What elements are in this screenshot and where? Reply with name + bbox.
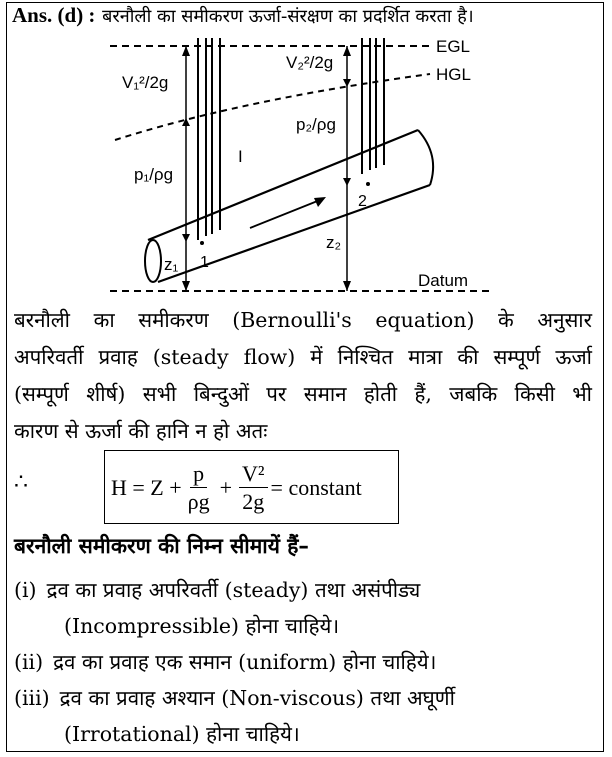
limitations-heading: बरनौली समीकरण की निम्न सीमायें हैं– [14,534,309,558]
bernoulli-equation [111,457,362,519]
paragraph-line: (सम्पूर्ण शीर्ष) सभी बिन्दुओं पर समान होती हैं, जबकि किसी भी [14,382,592,406]
z1-label: z₁ [164,255,179,274]
dim2-arrow-hgl [343,79,351,87]
therefore-symbol: ∴ [14,470,28,495]
p2-head-label: p₂/ρg [296,115,336,134]
limitations-list [14,572,592,752]
paragraph-line: अपरिवर्ती प्रवाह (steady flow) में निश्चित मात्रा की सम्पूर्ण ऊर्जा [14,345,592,369]
pipe-inlet [145,240,161,282]
item-text-continued: (Irrotational) होना चाहिये। [64,722,300,746]
equation-lhs: H = Z + [111,475,182,500]
section-marker: I [238,147,243,166]
item-number: (i) [14,578,37,602]
item-number: (iii) [14,686,50,710]
answer-header [12,3,597,33]
explanation-paragraph [14,302,592,450]
v2-head-label: V₂²/2g [286,53,334,72]
fraction-numerator: p [190,461,207,488]
fraction-numerator: V² [239,461,267,488]
p1-head-label: p₁/ρg [134,165,174,184]
dim1-arrow-bottom [182,281,190,291]
point1-label: 1 [200,254,209,271]
hgl-label: HGL [436,65,471,84]
dim2-arrow-top [343,46,351,56]
dim2-arrow-bottom [343,281,351,291]
dim1-arrow-hgl [182,118,190,126]
list-item [14,644,592,680]
z2-label: z₂ [326,233,342,252]
pipe-body [148,130,430,282]
datum-label: Datum [418,271,469,290]
point2-label: 2 [358,193,367,210]
list-item [14,680,592,752]
pressure-head-fraction [185,461,213,516]
fraction-denominator: ρg [187,488,210,514]
item-text: द्रव का प्रवाह अपरिवर्ती (steady) तथा असंपीड्य [46,578,421,602]
equation-rhs: = constant [270,475,362,500]
dim1-arrow-top [182,46,190,56]
dim1-arrow-centre [182,234,190,242]
equation-box [104,450,399,524]
bernoulli-diagram [100,30,500,300]
list-item [14,572,592,644]
point1-dot [200,241,204,245]
paragraph-line: कारण से ऊर्जा की हानि न हो अतः [14,419,268,443]
paragraph-line: बरनौली का समीकरण (Bernoulli's equation) के अनुसार [14,308,592,332]
flow-arrowhead [314,197,326,207]
answer-statement: बरनौली का समीकरण ऊर्जा-संरक्षण का प्रदर्शित करता है। [102,6,474,27]
velocity-head-fraction [239,461,267,516]
item-number: (ii) [14,650,44,674]
pipe-outlet [418,130,433,185]
answer-label: Ans. (d) : [12,3,96,27]
fraction-denominator: 2g [242,488,265,514]
item-text: द्रव का प्रवाह एक समान (uniform) होना चाहिये। [53,650,437,674]
flow-arrow [250,200,320,228]
v1-head-label: V₁²/2g [122,73,169,92]
dim2-arrow-centre [343,178,351,186]
item-text: द्रव का प्रवाह अश्यान (Non-viscous) तथा अघूर्णी [59,686,455,710]
plus-sign: + [219,475,233,500]
egl-label: EGL [436,37,471,56]
item-text-continued: (Incompressible) होना चाहिये। [64,614,340,638]
point2-dot [366,182,370,186]
